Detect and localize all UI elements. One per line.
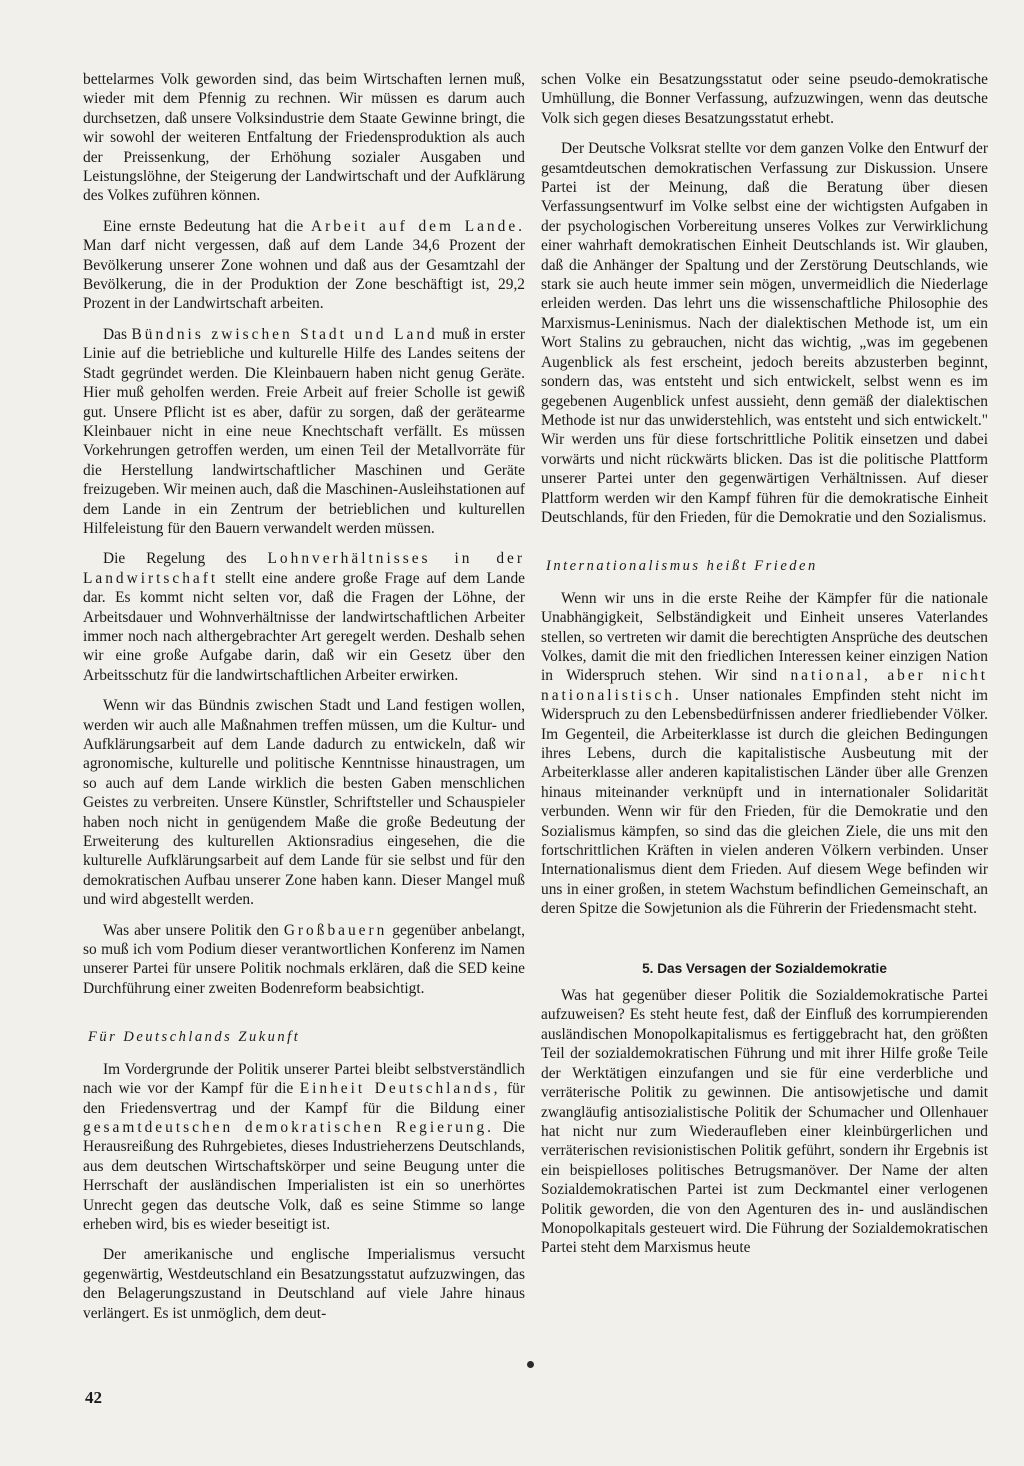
text-run: Die Herausreißung des Ruhrgebietes, dieses Industrieherzens Deutschlands, aus dem deutschen Wirtschaftskörper und seine Beugung unter die Herrschaft der ausländischen Imperialisten ist ein so unerhörtes Unrecht gegen das deutsche Volk, daß es seine Stimme so lange erheben wird, bis es wieder beseitigt ist. xyxy=(83,1118,525,1233)
text-run: Eine ernste Bedeutung hat die xyxy=(103,217,311,235)
ink-dot xyxy=(527,1361,534,1368)
page-number: 42 xyxy=(85,1388,102,1407)
emphasized-text: Bündnis zwischen Stadt und Land xyxy=(131,325,438,343)
text-run: Wenn wir uns in die erste Reihe der Kämpfer für die nationale Unabhängigkeit, Selbständigkeit und Einheit unseres Vaterlandes stellen, so vertreten wir damit die berechtigten Ansprüche des deutschen Volkes, damit die mit den friedlichen Interessen keiner einzigen Nation in Widerspruch stehen. Wir sind xyxy=(541,589,988,685)
text-run: Man darf nicht vergessen, daß auf dem Lande 34,6 Prozent der Bevölkerung unserer Zone wohnen und daß aus der Gesamtzahl der Bevölkerung, die in der Produktion der Zone beschäftigt ist, 29,2 Prozent in der Landwirtschaft arbeiten. xyxy=(83,237,525,313)
paragraph: schen Volke ein Besatzungsstatut oder seine pseudo-demokratische Umhüllung, die Bonner Verfassung, aufzuzwingen, wenn das deutsche Volk sich gegen dieses Besatzungsstatut erhebt. xyxy=(541,71,988,127)
emphasized-text: Lohnverhältnisses in der Landwirtschaft xyxy=(83,550,526,587)
text-run: stellt eine andere große Frage auf dem Lande dar. Es kommt nicht selten vor, daß die Fragen der Löhne, der Arbeitsdauer und Wohnverhältnisse der landwirtschaftlichen Arbeiter immer noch nach althergebrachter Art geregelt werden. Deshalb sehen wir eine große Aufgabe darin, daß wir ein Gesetz über den Arbeitsschutz für die landwirtschaftlichen Arbeiter erwirken. xyxy=(83,569,525,684)
paragraph: Was hat gegenüber dieser Politik die Sozialdemokratische Partei aufzuweisen? Es steht heute fest, daß der Einfluß des korrumpierenden ausländischen Monopolkapitalismus es fertiggebracht hat, den größten Teil der sozialdemokratischen Führung und mit ihrer Hilfe große Teile der Werktätigen einzufangen und sie für eine verderbliche und verräterische Politik zu gewinnen. Die antisowjetische und damit zwangläufig antisozialistische Politik der Schumacher und Ollenhauer hat nicht nur zum Wiederaufleben einer kleinbürgerlichen und verräterischen revisionistischen Politik geführt, sondern ihr Ergebnis ist ein beispielloses politisches Betrugsmanöver. Der Name der alten Sozialdemokratischen Partei ist zum Deckmantel einer verlogenen Politik geworden, die von den Agenturen des in- und ausländischen Monopolkapitals gesteuert wird. Die Führung der Sozialdemokratischen Partei steht dem Marxismus heute xyxy=(541,987,988,1257)
text-run: muß in erster Linie auf die betriebliche und kulturelle Hilfe des Landes seitens der Stadt gegründet werden. Die Kleinbauern haben nicht genug Geräte. Hier muß geholfen werden. Freie Arbeit auf freier Scholle ist gewiß gut. Unsere Pflicht ist es aber, dafür zu sorgen, daß der gerätearme Kleinbauer nicht in eine neue Knechtschaft verfällt. Es müssen Vorkehrungen getroffen werden, um einen Teil der Metallvorräte für die Herstellung landwirtschaftlicher Maschinen und Geräte freizugeben. Wir meinen auch, daß die Maschinen-Ausleihstationen auf dem Lande in ein Zentrum der betrieblichen und kulturellen Hilfeleistung für den Bauern verwandelt werden müssen. xyxy=(83,325,525,537)
left-column xyxy=(83,70,525,1334)
section-heading: Internationalismus heißt Frieden xyxy=(546,558,818,575)
text-run: Die Regelung des xyxy=(103,550,268,568)
text-run: für den Friedensvertrag und der Kampf für die Bildung einer xyxy=(83,1080,525,1117)
paragraph xyxy=(83,325,525,538)
paragraph: bettelarmes Volk geworden sind, das beim Wirtschaften lernen muß, wieder mit dem Pfennig zu rechnen. Wir müssen es darum auch durchsetzen, daß unsere Volksindustrie dem Staate Gewinne bringt, die wir sowohl der weiteren Entfaltung der Friedensproduktion als auch der Preissenkung, der Erhöhung sozialer Ausgaben und Leistungslöhne, der Steigerung der Landwirtschaft und der Aufklärung des Volkes zuführen können. xyxy=(83,71,525,205)
chapter-heading: 5. Das Versagen der Sozialdemokratie xyxy=(642,960,887,976)
emphasized-text: Einheit Deutschlands, xyxy=(299,1080,501,1098)
paragraph: Der amerikanische und englische Imperialismus versucht gegenwärtig, Westdeutschland ein Besatzungsstatut aufzuzwingen, das den Belagerungszustand in Deutschland auf viele Jahre hinaus verlängert. Es ist unmöglich, dem deut- xyxy=(83,1246,525,1322)
emphasized-text: national, aber nicht nationalistisch. xyxy=(541,667,988,704)
paragraph xyxy=(83,217,525,314)
text-run: Unser nationales Empfinden steht nicht im Widerspruch zu den Lebensbedürfnissen anderer friedliebender Völker. Im Gegenteil, die Arbeiterklasse ist durch die gleichen Bedingungen ihres Lebens, durch die kapitalistische Ausbeutung mit der Arbeiterklasse aller anderen kapitalistischen Länder über alle Grenzen hinaus miteinander verknüpft und in internationaler Solidarität verbunden. Wenn wir für den Frieden, für die Demokratie und den Sozialismus kämpfen, so sind das die gleichen Ziele, die uns mit den fortschrittlichen Kräften in vielen anderen Völkern verbinden. Unser Internationalismus dient dem Frieden. Auf diesem Wege befinden wir uns in einer großen, in stetem Wachstum befindlichen Gemeinschaft, an deren Spitze die Sowjetunion als die Führerin der Friedensmacht steht. xyxy=(541,686,988,918)
paragraph: Der Deutsche Volksrat stellte vor dem ganzen Volke den Entwurf der gesamtdeutschen demokratischen Verfassung zur Diskussion. Unsere Partei ist der Meinung, daß die Beratung über diesen Verfassungsentwurf im Volke selbst eine der wichtigsten Aufgaben in der psychologischen Vorbereitung unseres Volkes zur Verwirklichung einer wahrhaft demokratischen Einheit Deutschlands ist. Wir glauben, daß die Anhänger der Spaltung und der Zerstörung Deutschlands, wie stark sie auch heute immer sein mögen, unvermeidlich die Niederlage erleiden werden. Das lehrt uns die wissenschaftliche Philosophie des Marxismus-Leninismus. Nach der dialektischen Methode ist, um ein Wort Stalins zu gebrauchen, nicht das wichtig, „was im gegebenen Augenblick als fest erscheint, jedoch bereits abzusterben beginnt, sondern das, was entsteht und sich entwickelt, selbst wenn es im gegebenen Augenblick unfest aussieht, denn gemäß der dialektischen Methode ist nur das unwiderstehlich, was entsteht und sich entwickelt." Wir werden uns für diese fortschrittliche Politik einsetzen und dabei vorwärts und nicht rückwärts blicken. Das ist die politische Plattform unserer Partei unter den gegenwärtigen Verhältnissen. Auf dieser Plattform werden wir den Kampf führen für die demokratische Einheit Deutschlands, für den Frieden, für die Demokratie und den Sozialismus. xyxy=(541,140,988,526)
paragraph: Wenn wir das Bündnis zwischen Stadt und Land festigen wollen, werden wir auch alle Maßnahmen treffen müssen, um die Kultur- und Aufklärungsarbeit auf dem Lande dadurch zu entwickeln, daß wir agronomische, kulturelle und politische Kenntnisse hinaustragen, um so auch auf dem Lande wirklich die besten Gaben menschlichen Geistes zu verbreiten. Unsere Künstler, Schriftsteller und Schauspieler haben noch nicht in genügendem Maße die große Bedeutung der Erweiterung des kulturellen Aktionsradius eingesehen, die die kulturelle Aufklärungsarbeit auf dem Lande für sie selbst und für den demokratischen Aufbau unserer Zone haben kann. Dieser Mangel muß und wird abgestellt werden. xyxy=(83,697,525,909)
emphasized-text: gesamtdeutschen demokratischen Regierung. xyxy=(83,1118,495,1136)
text-run: Im Vordergrunde der Politik unserer Partei bleibt selbstverständlich nach wie vor der Kampf für die xyxy=(83,1060,525,1098)
text-run: Was aber unsere Politik den xyxy=(103,921,284,939)
right-column xyxy=(541,70,988,1269)
text-run: gegenüber anbelangt, so muß ich vom Podium dieser verantwortlichen Konferenz im Namen unserer Partei für unsere Politik nochmals erklären, daß die SED keine Durchführung einer zweiten Bodenreform beabsichtigt. xyxy=(83,921,526,997)
paragraph xyxy=(83,921,525,999)
section-heading: Für Deutschlands Zukunft xyxy=(88,1029,301,1046)
paragraph xyxy=(83,549,525,685)
emphasized-text: Arbeit auf dem Lande. xyxy=(310,217,525,235)
paragraph xyxy=(541,589,988,919)
text-run: Das xyxy=(103,325,132,343)
emphasized-text: Großbauern xyxy=(283,921,388,939)
paragraph xyxy=(83,1060,525,1235)
